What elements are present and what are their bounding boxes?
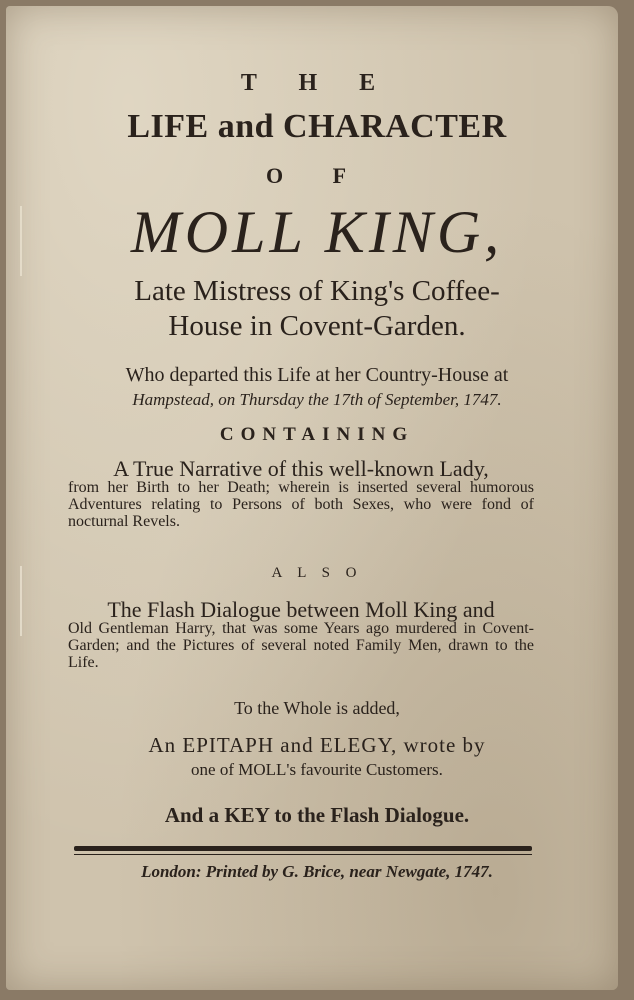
imprint-rule-thin <box>74 854 532 855</box>
flash-text: Old Gentleman Harry, that was some Years ago murdered in Covent-Garden; and the Pictures of several noted Family Men, drawn to the Life. <box>68 620 534 671</box>
imprint: London: Printed by G. Brice, near Newgate, 1747. <box>141 862 493 881</box>
narrative-first-line: A True Narrative of this well-known Lady, <box>113 456 489 481</box>
subtitle-late: Late Mistress of King's Coffee- <box>134 275 500 307</box>
title-life-and-character: LIFE and CHARACTER <box>127 108 507 145</box>
whole-added-line: To the Whole is added, <box>234 698 400 718</box>
containing-heading: CONTAINING <box>219 424 415 445</box>
narrative-paragraph <box>68 457 534 530</box>
flash-first-line: The Flash Dialogue between Moll King and <box>107 597 495 622</box>
key-line: And a KEY to the Flash Dialogue. <box>164 803 470 827</box>
customers-line: one of MOLL's favourite Customers. <box>191 760 443 779</box>
flash-paragraph <box>68 598 534 671</box>
date-line: Hampstead, on Thursday the 17th of September, 1747. <box>132 390 502 409</box>
title-name: MOLL KING, <box>130 199 504 265</box>
narrative-text: from her Birth to her Death; wherein is inserted several humorous Adventures relating to Persons of both Sexes, who were fond of nocturnal Revels. <box>68 479 534 530</box>
also-heading: A L S O <box>271 565 363 581</box>
title-the: T H E <box>240 70 394 96</box>
title-of: O F <box>265 163 369 188</box>
imprint-rule <box>74 846 532 851</box>
departed-line: Who departed this Life at her Country-House at <box>125 364 509 386</box>
epitaph-line: An EPITAPH and ELEGY, wrote by <box>148 733 486 757</box>
subtitle-house: House in Covent-Garden. <box>168 310 466 342</box>
